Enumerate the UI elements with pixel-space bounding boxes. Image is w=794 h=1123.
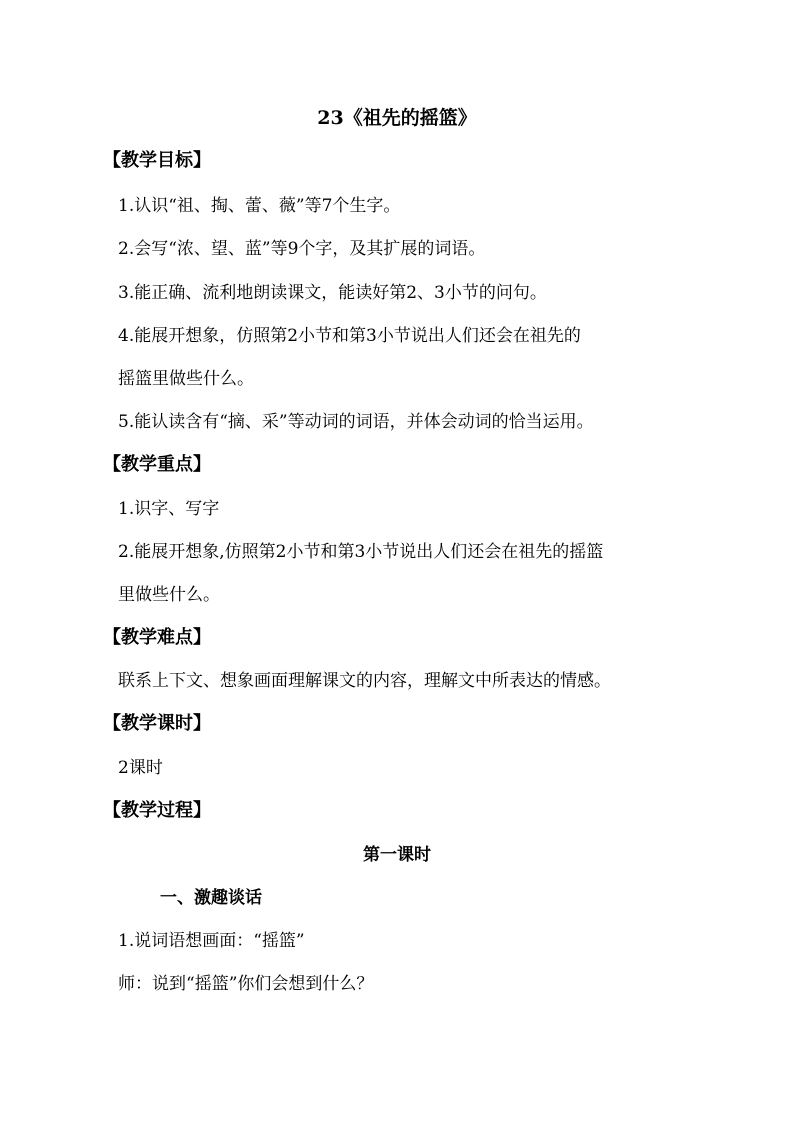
- hours-heading: 【教学课时】: [103, 713, 211, 734]
- key-points-heading: 【教学重点】: [103, 454, 211, 475]
- objective-item: 1.认识“祖、掏、蕾、薇”等7个生字。: [118, 196, 401, 216]
- objectives-heading: 【教学目标】: [103, 150, 211, 171]
- process-heading: 【教学过程】: [103, 800, 211, 821]
- key-point-item: 1.识字、写字: [118, 499, 220, 519]
- step-line: 师：说到“摇篮”你们会想到什么？: [118, 974, 374, 994]
- objective-item: 2.会写“浓、望、蓝”等9个字，及其扩展的词语。: [118, 239, 486, 259]
- step-line: 1.说词语想画面：“摇篮”: [118, 931, 305, 951]
- lesson-title: 第一课时: [363, 845, 431, 865]
- objective-item: 4.能展开想象，仿照第2小节和第3小节说出人们还会在祖先的: [118, 326, 581, 346]
- key-point-item-continuation: 里做些什么。: [118, 585, 220, 605]
- objective-item: 5.能认读含有“摘、采”等动词的词语，并体会动词的恰当运用。: [118, 412, 594, 432]
- hours-text: 2课时: [118, 758, 163, 778]
- objective-item: 3.能正确、流利地朗读课文，能读好第2、3小节的问句。: [118, 283, 547, 303]
- key-point-item: 2.能展开想象,仿照第2小节和第3小节说出人们还会在祖先的摇篮: [118, 542, 604, 562]
- document-title: 23《祖先的摇篮》: [317, 107, 477, 129]
- objective-item-continuation: 摇篮里做些什么。: [118, 369, 254, 389]
- difficulties-heading: 【教学难点】: [103, 627, 211, 648]
- step-title: 一、激趣谈话: [160, 888, 262, 908]
- difficulty-item: 联系上下文、想象画面理解课文的内容，理解文中所表达的情感。: [118, 671, 611, 691]
